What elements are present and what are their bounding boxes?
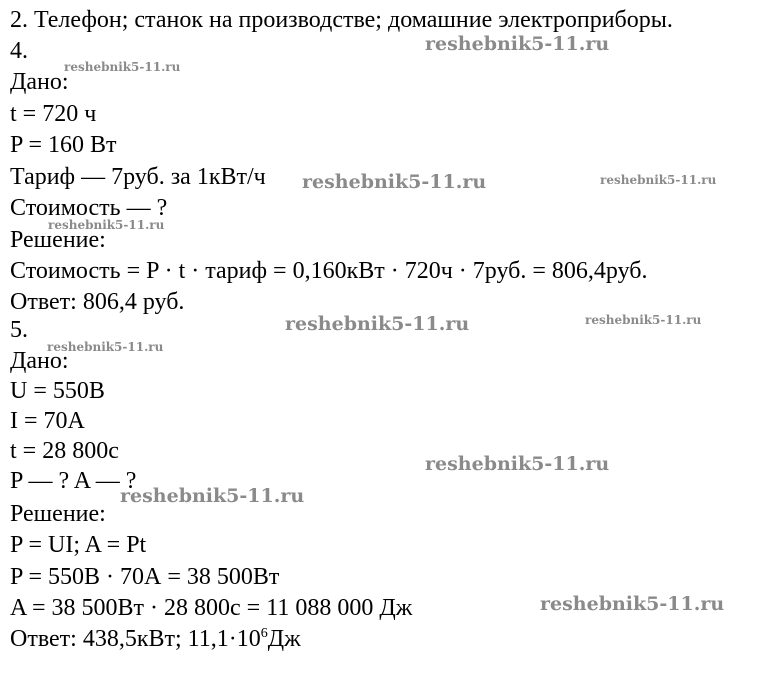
problem-5-answer [10,625,301,653]
problem-4-tariff: Тариф — 7руб. за 1кВт/ч [10,164,266,190]
problem-5-number: 5. [10,317,28,343]
problem-4-power: P = 160 Вт [10,132,117,158]
watermark-text: reshebnik5-11.ru [120,485,305,507]
problem-4-solution-heading: Решение: [10,227,106,253]
problem-5-time: t = 28 800с [10,438,119,464]
watermark-text: reshebnik5-11.ru [64,60,181,74]
watermark-text: reshebnik5-11.ru [600,173,717,187]
problem-5-answer-text: Ответ: 438,5кВт; 11,1·10 [10,626,261,652]
problem-4-unknown: Стоимость — ? [10,195,168,221]
problem-4-time: t = 720 ч [10,101,97,127]
watermark-text: reshebnik5-11.ru [425,33,610,55]
problem-5-voltage: U = 550В [10,378,105,404]
problem-5-unknowns: P — ? A — ? [10,468,137,494]
problem-4-answer: Ответ: 806,4 руб. [10,289,185,315]
problem-5-answer-exponent: 6 [260,626,268,641]
answer-2-line: 2. Телефон; станок на производстве; домашние электроприборы. [10,7,673,33]
problem-4-number: 4. [10,38,28,64]
problem-5-formulas: P = UI; A = Pt [10,532,147,558]
problem-5-solution-heading: Решение: [10,501,106,527]
watermark-text: reshebnik5-11.ru [425,453,610,475]
watermark-text: reshebnik5-11.ru [48,218,165,232]
problem-5-given-heading: Дано: [10,348,69,374]
problem-5-current: I = 70А [10,408,85,434]
watermark-text: reshebnik5-11.ru [585,313,702,327]
watermark-text: reshebnik5-11.ru [540,593,725,615]
problem-5-work-calc: A = 38 500Вт · 28 800с = 11 088 000 Дж [10,595,413,621]
problem-4-cost-formula: Стоимость = P · t · тариф = 0,160кВт · 720ч · 7руб. = 806,4руб. [10,258,648,284]
watermark-text: reshebnik5-11.ru [285,313,470,335]
problem-5-power-calc: P = 550В · 70А = 38 500Вт [10,564,280,590]
watermark-text: reshebnik5-11.ru [47,340,164,354]
problem-4-given-heading: Дано: [10,69,69,95]
watermark-text: reshebnik5-11.ru [302,171,487,193]
problem-5-answer-unit: Дж [267,626,301,652]
